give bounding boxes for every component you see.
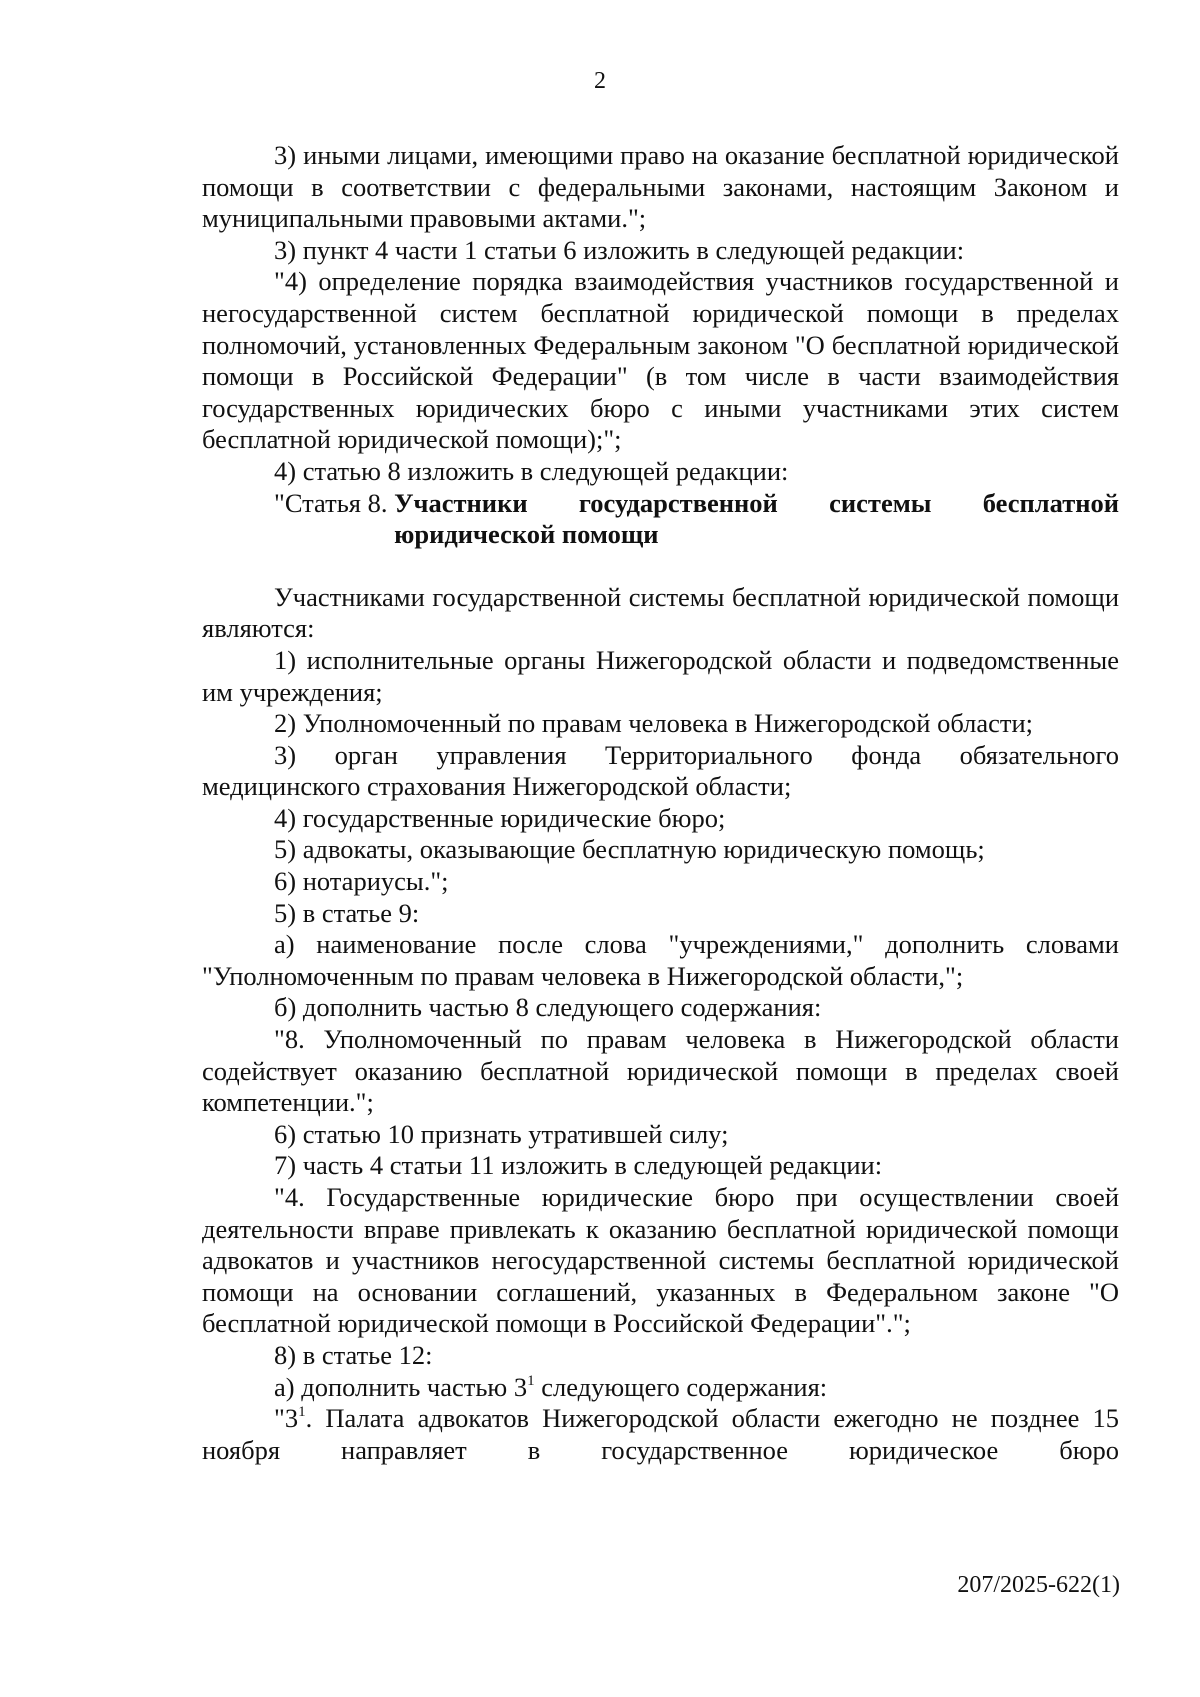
paragraph: 4) статью 8 изложить в следующей редакции: <box>274 455 789 486</box>
list-item: 6) нотариусы."; <box>274 866 449 897</box>
page-number: 2 <box>594 68 606 94</box>
paragraph: 6) статью 10 признать утратившей силу; <box>274 1118 729 1149</box>
paragraph: "4) определение порядка взаимодействия участников государственной и негосударственной систем бесплатной юридической помощи в пределах полномочий, установленных Федеральным законом "О бесплатной юридической помощи в Российской Федерации" (в том числе в части взаимодействия государственных юридических бюро с иными участниками этих систем бесплатной юридической помощи);"; <box>202 266 1119 455</box>
paragraph <box>202 1403 1119 1466</box>
paragraph: 3) пункт 4 части 1 статьи 6 изложить в следующей редакции: <box>274 234 965 265</box>
paragraph: 3) иными лицами, имеющими право на оказание бесплатной юридической помощи в соответствии с федеральными законами, настоящим Законом и муниципальными правовыми актами."; <box>202 140 1119 234</box>
paragraph: "4. Государственные юридические бюро при осуществлении своей деятельности вправе привлекать к оказанию бесплатной юридической помощи адвокатов и участников негосударственной системы бесплатной юридической помощи на основании соглашений, указанных в Федеральном законе "О бесплатной юридической помощи в Российской Федерации"."; <box>202 1182 1119 1339</box>
superscript: 1 <box>298 1404 306 1421</box>
paragraph: 7) часть 4 статьи 11 изложить в следующей редакции: <box>274 1150 883 1181</box>
list-item: 2) Уполномоченный по правам человека в Нижегородской области; <box>274 708 1034 739</box>
document-body <box>202 140 1119 1466</box>
list-item: 1) исполнительные органы Нижегородской области и подведомственные им учреждения; <box>202 644 1119 707</box>
text-part: . Палата адвокатов Нижегородской области ежегодно не позднее 15 ноября направляет в государственное юридическое бюро <box>202 1403 1119 1465</box>
list-item: 5) адвокаты, оказывающие бесплатную юридическую помощь; <box>274 834 985 865</box>
text-part: "3 <box>274 1403 299 1434</box>
paragraph: а) наименование после слова "учреждениями," дополнить словами "Уполномоченным по правам человека в Нижегородской области,"; <box>202 929 1119 991</box>
spacer <box>202 551 1119 582</box>
list-item: 3) орган управления Территориального фонда обязательного медицинского страхования Нижегородской области; <box>202 739 1119 802</box>
list-item: 4) государственные юридические бюро; <box>274 802 726 833</box>
paragraph <box>202 1372 1119 1404</box>
article-title: Участники государственной системы бесплатной юридической помощи <box>394 487 1119 550</box>
paragraph: б) дополнить частью 8 следующего содержания: <box>274 992 822 1023</box>
paragraph: 8) в статье 12: <box>274 1339 433 1370</box>
article-number: "Статья 8. <box>274 487 395 518</box>
text-part: а) дополнить частью 3 <box>274 1371 528 1402</box>
paragraph: Участниками государственной системы бесплатной юридической помощи являются: <box>202 581 1119 644</box>
superscript: 1 <box>527 1372 535 1389</box>
article-heading <box>274 488 1119 551</box>
paragraph: 5) в статье 9: <box>274 897 420 928</box>
text-part: следующего содержания: <box>534 1371 828 1402</box>
paragraph: "8. Уполномоченный по правам человека в Нижегородской области содействует оказанию бесплатной юридической помощи в пределах своей компетенции."; <box>202 1024 1119 1118</box>
document-number: 207/2025-622(1) <box>957 1572 1120 1598</box>
